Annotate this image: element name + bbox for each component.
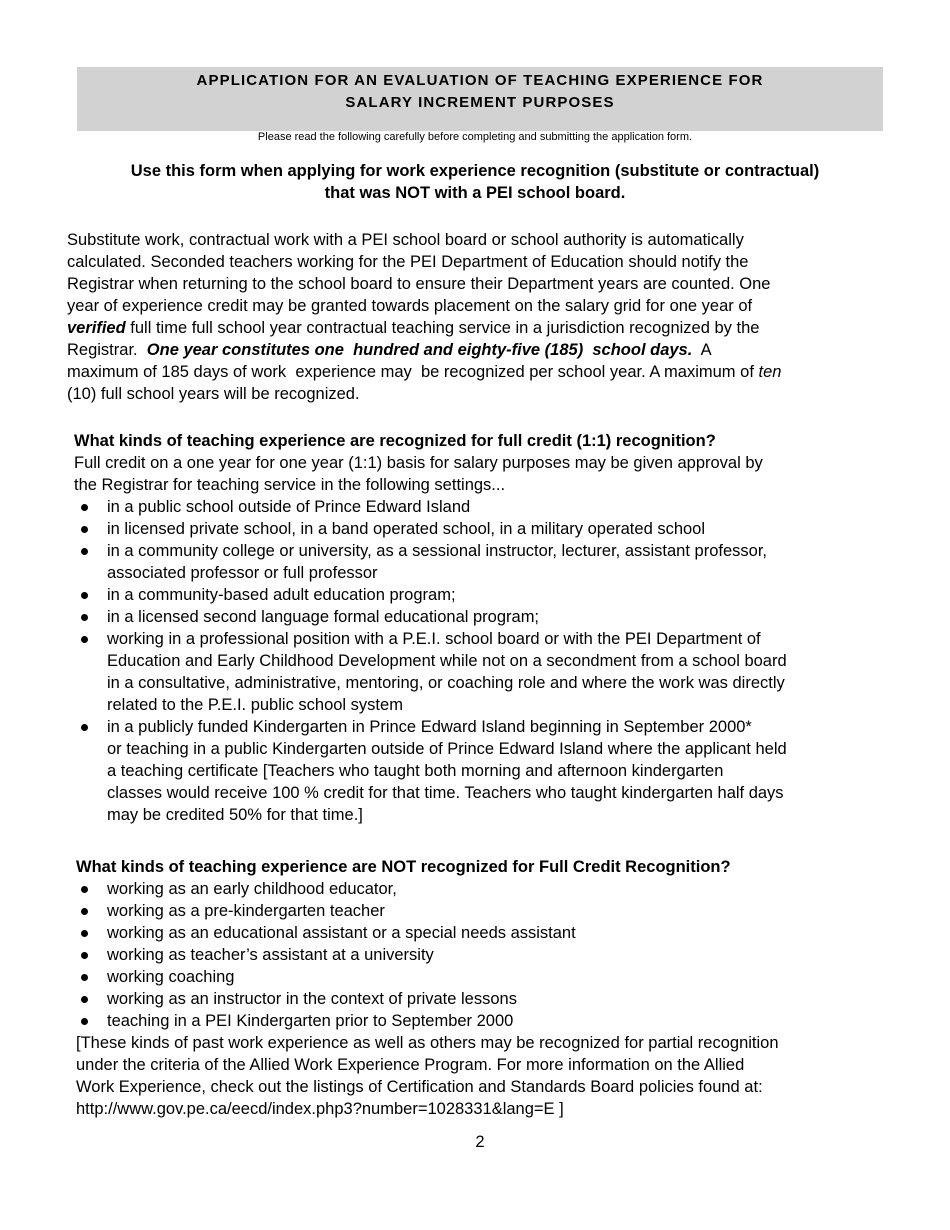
list-item: in a community college or university, as a sessional instructor, lecturer, assistant professor, associated professor or full professor — [74, 540, 894, 584]
not-recognized-list — [76, 878, 896, 1032]
intro-line: maximum of 185 days of work experience may be recognized per school year. A maximum of ten — [67, 363, 782, 381]
usage-statement-line-1: Use this form when applying for work experience recognition (substitute or contractual) — [130, 162, 820, 180]
verified-emphasis: verified — [67, 319, 126, 337]
list-item: teaching in a PEI Kindergarten prior to September 2000 — [76, 1010, 896, 1032]
intro-line: verified full time full school year contractual teaching service in a jurisdiction recognized by the — [67, 319, 760, 337]
school-days-emphasis: One year constitutes one hundred and eighty-five (185) school days. — [146, 341, 693, 359]
form-title-line-2: SALARY INCREMENT PURPOSES — [345, 94, 615, 111]
intro-line: calculated. Seconded teachers working for the PEI Department of Education should notify the — [67, 253, 749, 271]
list-item: in a community-based adult education program; — [74, 584, 894, 606]
full-credit-heading: What kinds of teaching experience are recognized for full credit (1:1) recognition? — [74, 432, 716, 450]
list-item: in a publicly funded Kindergarten in Prince Edward Island beginning in September 2000* or teaching in a public Kindergarten outside of Prince Edward Island where the applicant held a teaching certificate [Teachers who taught both morning and afternoon kindergarten classes would receive 100 % credit for that time. Teachers who taught kindergarten half days may be credited 50% for that time.] — [74, 716, 894, 826]
list-item: working as a pre-kindergarten teacher — [76, 900, 896, 922]
full-credit-description: Full credit on a one year for one year (1:1) basis for salary purposes may be given approval by — [74, 454, 763, 472]
intro-line: Registrar when returning to the school board to ensure their Department years are counted. One — [67, 275, 771, 293]
list-item: in a public school outside of Prince Edward Island — [74, 496, 894, 518]
intro-line: Registrar. One year constitutes one hundred and eighty-five (185) school days. A — [67, 341, 712, 359]
full-credit-section — [74, 430, 894, 826]
instructions-note: Please read the following carefully before completing and submitting the application form. — [257, 131, 693, 143]
intro-line: year of experience credit may be granted towards placement on the salary grid for one year of — [67, 297, 753, 315]
ten-emphasis: ten — [758, 363, 782, 381]
list-item: working as an educational assistant or a special needs assistant — [76, 922, 896, 944]
list-item: working as an instructor in the context of private lessons — [76, 988, 896, 1010]
usage-statement — [60, 160, 890, 204]
list-item: in a licensed second language formal educational program; — [74, 606, 894, 628]
intro-line: (10) full school years will be recognized. — [67, 385, 360, 403]
list-item: working as an early childhood educator, — [76, 878, 896, 900]
list-item: in licensed private school, in a band operated school, in a military operated school — [74, 518, 894, 540]
not-recognized-section — [76, 856, 896, 1120]
full-credit-description: the Registrar for teaching service in the following settings... — [74, 476, 506, 494]
allied-note: [These kinds of past work experience as well as others may be recognized for partial recognition under the criteria of the Allied Work Experience Program. For more information on the Allied Work Experience, check out the listings of Certification and Standards Board policies found at: http://www.gov.pe.ca/eecd/index.php3?number=1028331&lang=E ] — [76, 1032, 896, 1120]
form-title — [77, 67, 883, 131]
list-item: working coaching — [76, 966, 896, 988]
list-item: working as teacher’s assistant at a university — [76, 944, 896, 966]
page-number: 2 — [475, 1133, 485, 1151]
form-title-line-1: APPLICATION FOR AN EVALUATION OF TEACHING EXPERIENCE FOR — [196, 72, 764, 89]
intro-line: Substitute work, contractual work with a PEI school board or school authority is automatically — [67, 231, 744, 249]
usage-statement-line-2: that was NOT with a PEI school board. — [324, 184, 626, 202]
not-recognized-heading: What kinds of teaching experience are NOT recognized for Full Credit Recognition? — [76, 858, 731, 876]
policy-link[interactable]: http://www.gov.pe.ca/eecd/index.php3?number=1028331&lang=E ] — [76, 1100, 564, 1118]
full-credit-list — [74, 496, 894, 826]
list-item: working in a professional position with a P.E.I. school board or with the PEI Department of Education and Early Childhood Development while not on a secondment from a school board in a consultative, administrative, mentoring, or coaching role and where the work was directly related to the P.E.I. public school system — [74, 628, 894, 716]
intro-paragraph — [67, 229, 897, 405]
